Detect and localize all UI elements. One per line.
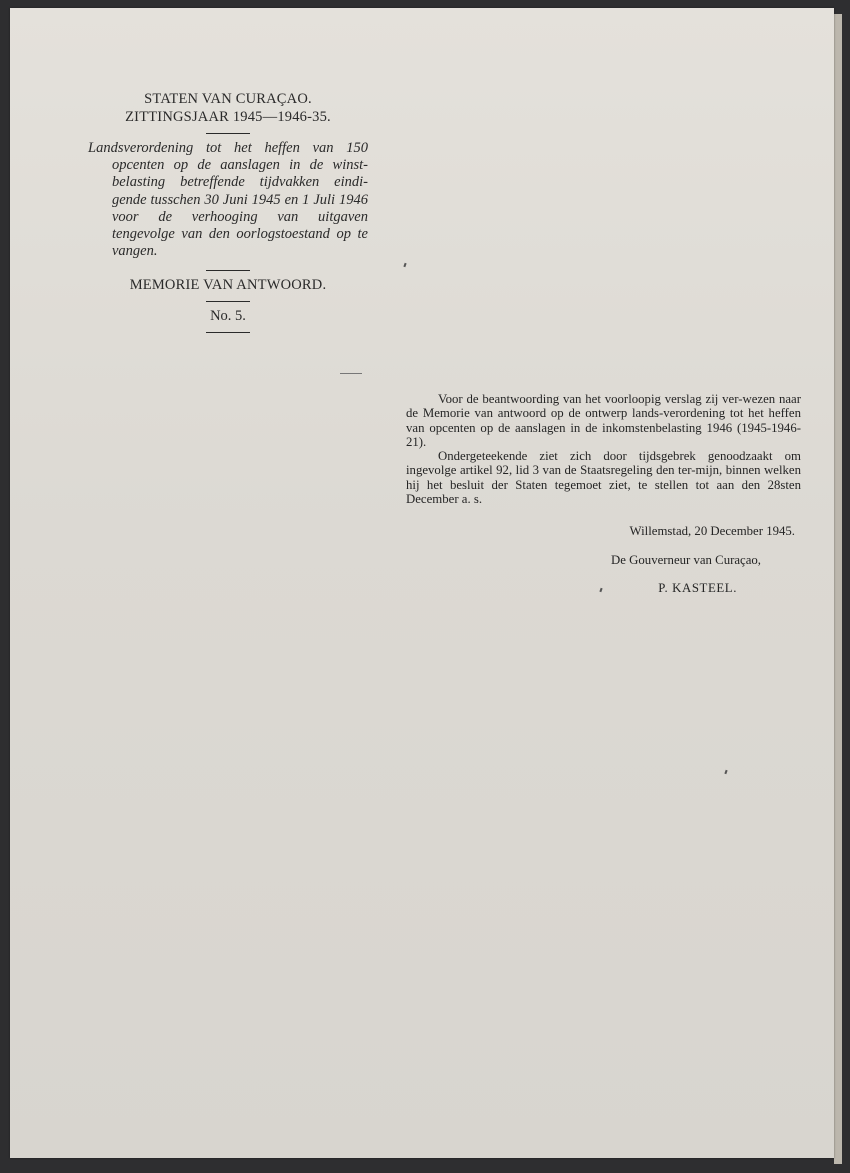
body-paragraph-2: Ondergeteekende ziet zich door tijdsgebrek genoodzaakt om ingevolge artikel 92, lid 3 van de Staatsregeling den ter-mijn, binnen welken hij het besluit der Staten tegemoet ziet, te stellen tot aan den 28sten December a. s. — [406, 449, 801, 507]
subject-text: Landsverordening tot het heffen van 150 opcenten op de aanslagen in de winst-belasting betreffende tijdvakken eindi-gende tusschen 30 Juni 1945 en 1 Juli 1946 voor de verhooging van uitgaven tengevolge van den oorlogstoestand op te vangen. — [88, 140, 368, 260]
place-date: Willemstad, 20 December 1945. — [629, 524, 795, 539]
divider-rule — [206, 332, 250, 333]
divider-rule — [206, 301, 250, 302]
speck-mark — [403, 263, 406, 267]
document-number: No. 5. — [210, 308, 246, 325]
page-edge — [834, 14, 842, 1164]
divider-rule — [206, 270, 250, 271]
header-line-2: ZITTINGSJAAR 1945—1946-35. — [125, 109, 331, 125]
document-type: MEMORIE VAN ANTWOORD. — [129, 277, 327, 294]
speck-mark — [724, 770, 727, 774]
document-page — [10, 8, 834, 1158]
stray-mark — [340, 373, 362, 374]
signatory-title: De Gouverneur van Curaçao, — [611, 552, 761, 567]
divider-rule — [206, 133, 250, 134]
body-text — [406, 392, 801, 595]
title-block — [88, 90, 368, 339]
header-line-1: STATEN VAN CURAÇAO. — [144, 91, 312, 107]
signature: P. KASTEEL. — [658, 580, 737, 595]
body-paragraph-1: Voor de beantwoording van het voorloopig verslag zij ver-wezen naar de Memorie van antwoord op de ontwerp lands-verordening tot het heffen van opcenten op de aanslagen in de inkomstenbelasting 1946 (1945-1946-21). — [406, 392, 801, 449]
